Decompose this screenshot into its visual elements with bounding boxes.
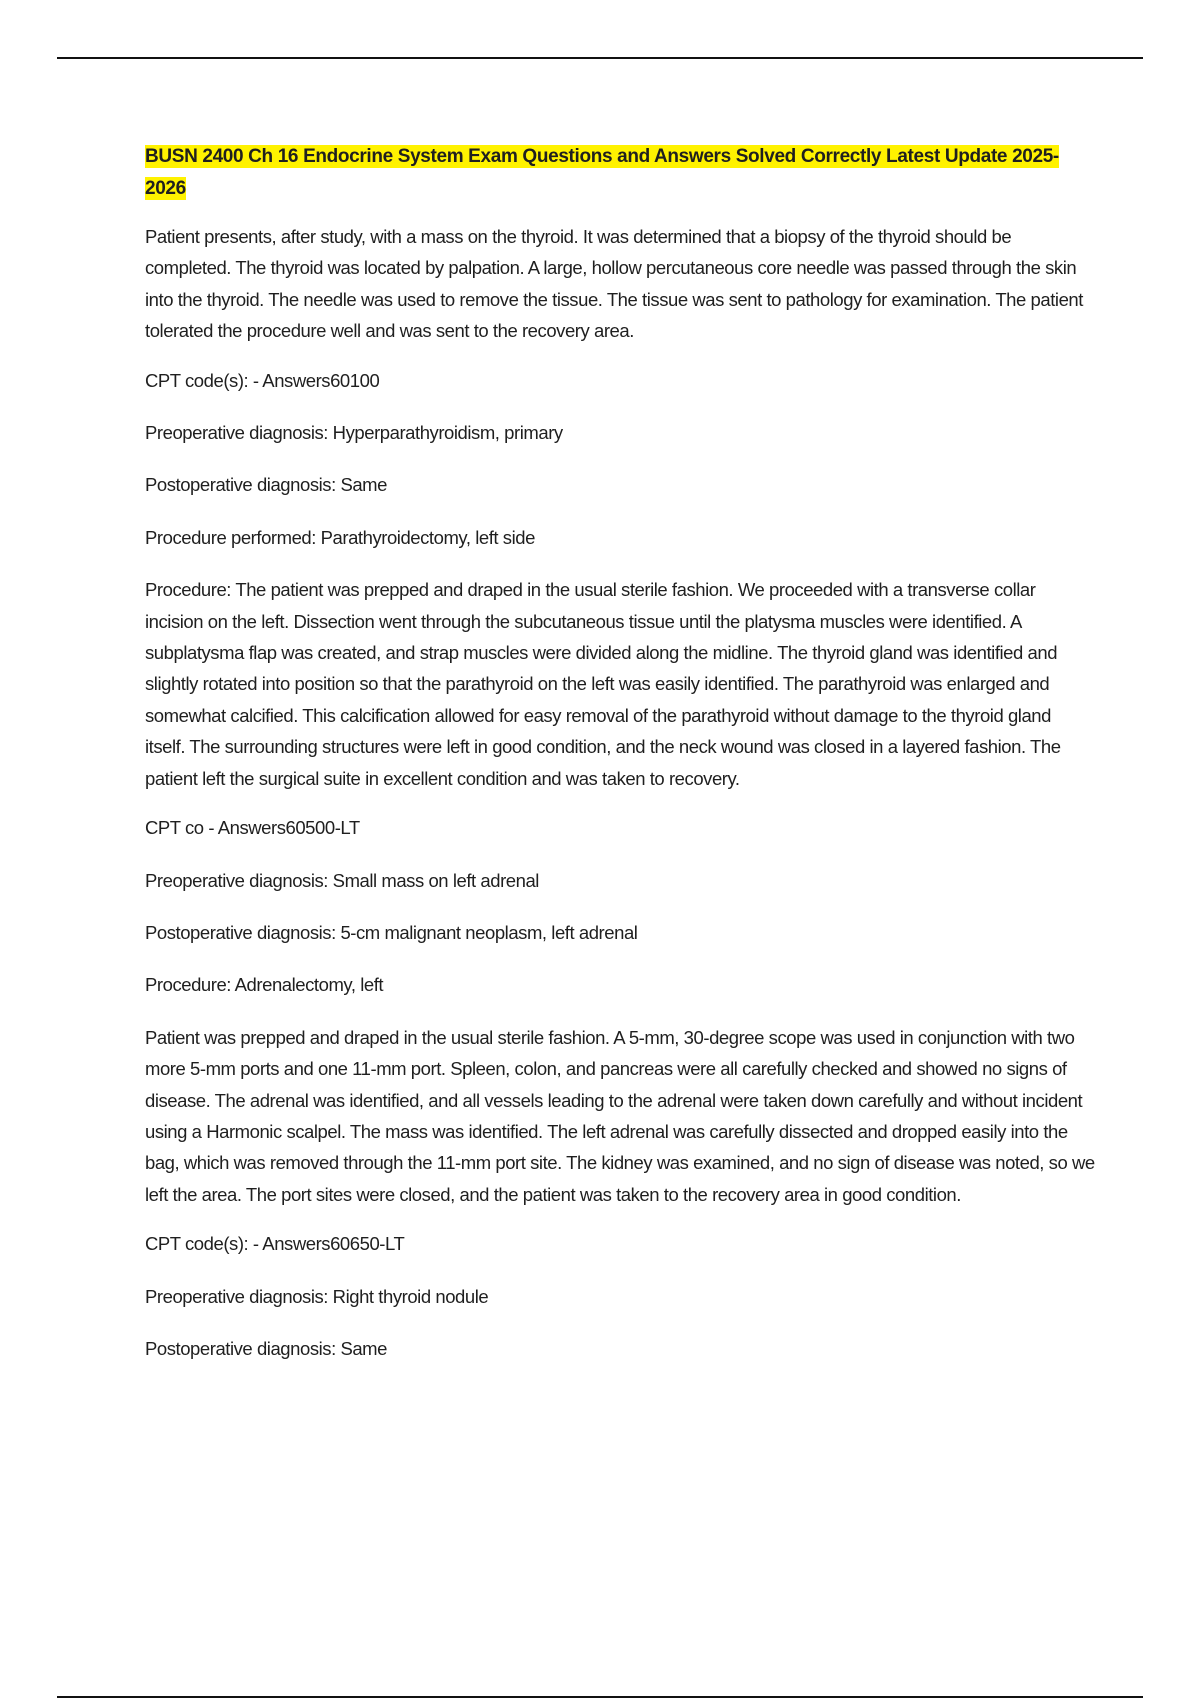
case-1-narrative: Patient presents, after study, with a mass on the thyroid. It was determined that a biopsy of the thyroid should be completed. The thyroid was located by palpation. A large, hollow percutaneous core needle was passed through the skin into the thyroid. The needle was used to remove the tissue. The tissue was sent to pathology for examination. The patient tolerated the procedure well and was sent to the recovery area.: [145, 226, 1083, 342]
case-3-preop-diagnosis: Preoperative diagnosis: Small mass on left adrenal: [145, 869, 539, 891]
header-rule: [57, 57, 1143, 59]
case-3-procedure-narrative: Patient was prepped and draped in the usual sterile fashion. A 5-mm, 30-degree scope was used in conjunction with two more 5-mm ports and one 11-mm port. Spleen, colon, and pancreas were all carefully checked and showed no signs of disease. The adrenal was identified, and all vessels leading to the adrenal were taken down carefully and without incident using a Harmonic scalpel. The mass was identified. The left adrenal was carefully dissected and dropped easily into the bag, which was removed through the 11-mm port site. The kidney was examined, and no sign of disease was noted, so we left the area. The port sites were closed, and the patient was taken to the recovery area in good condition.: [145, 1026, 1095, 1205]
case-4-preop-diagnosis: Preoperative diagnosis: Right thyroid nodule: [145, 1285, 489, 1307]
case-3-answer: CPT code(s): - Answers60650-LT: [145, 1233, 405, 1255]
case-3-postop-diagnosis: Postoperative diagnosis: 5-cm malignant neoplasm, left adrenal: [145, 921, 638, 943]
document-title-text: BUSN 2400 Ch 16 Endocrine System Exam Questions and Answers Solved Correctly Latest Update 2025-2026: [145, 146, 1059, 199]
case-4-postop-diagnosis: Postoperative diagnosis: Same: [145, 1337, 387, 1359]
document-title: [145, 141, 1095, 205]
document-body: [145, 141, 1095, 1385]
case-2-procedure-narrative: Procedure: The patient was prepped and draped in the usual sterile fashion. We proceeded with a transverse collar incision on the left. Dissection went through the subcutaneous tissue until the platysma muscles were identified. A subplatysma flap was created, and strap muscles were divided along the midline. The thyroid gland was identified and slightly rotated into position so that the parathyroid on the left was easily identified. The parathyroid was enlarged and somewhat calcified. This calcification allowed for easy removal of the parathyroid without damage to the thyroid gland itself. The surrounding structures were left in good condition, and the neck wound was closed in a layered fashion. The patient left the surgical suite in excellent condition and was taken to recovery.: [145, 579, 1061, 789]
case-3-procedure: Procedure: Adrenalectomy, left: [145, 974, 384, 996]
case-2-preop-diagnosis: Preoperative diagnosis: Hyperparathyroidism, primary: [145, 422, 563, 444]
case-2-answer: CPT co - Answers60500-LT: [145, 817, 360, 839]
case-2-postop-diagnosis: Postoperative diagnosis: Same: [145, 474, 387, 496]
case-2-procedure-performed: Procedure performed: Parathyroidectomy, left side: [145, 526, 535, 548]
case-1-answer: CPT code(s): - Answers60100: [145, 369, 380, 391]
footer-rule: [57, 1696, 1143, 1698]
